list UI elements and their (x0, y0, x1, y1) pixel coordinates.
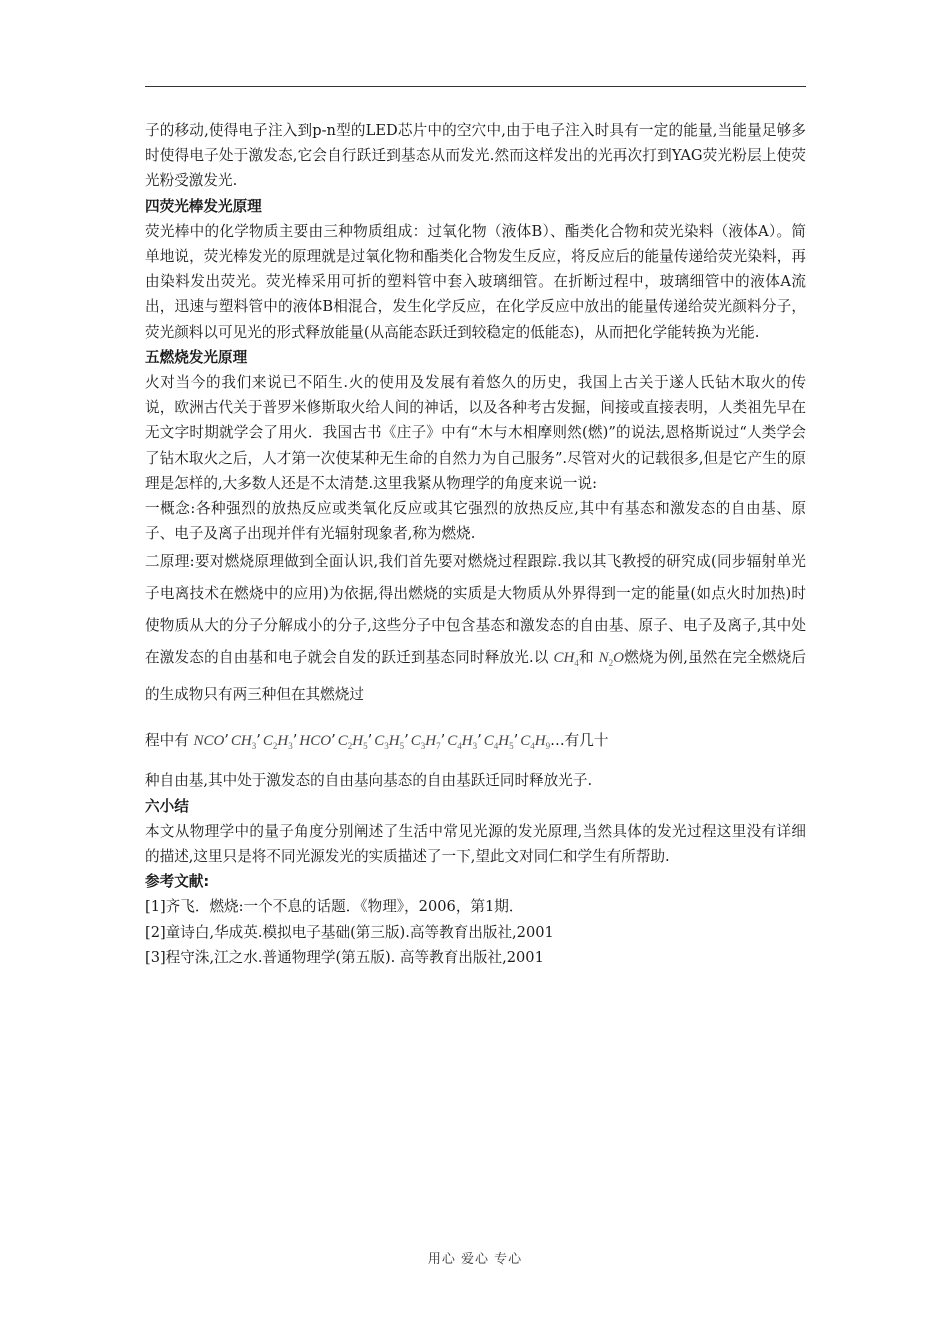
radicals-start: 程中有 (145, 732, 189, 750)
paragraph-radicals (145, 725, 806, 762)
paragraph-led: 子的移动,使得电子注入到p-n型的LED芯片中的空穴中,由于电子注入时具有一定的能量,当能量足够多时使得电子处于激发态,它会自行跃迁到基态从而发光.然而这样发出的光再次打到YAG荧光粉层上使荧光粉受激发光. (145, 122, 806, 190)
paragraph-principle (145, 546, 806, 711)
paragraph-summary: 本文从物理学中的量子角度分别阐述了生活中常见光源的发光原理,当然具体的发光过程这里没有详细的描述,这里只是将不同光源发光的实质描述了一下,望此文对同仁和学生有所帮助. (145, 822, 806, 866)
header-rule (145, 86, 806, 87)
paragraph-glowstick: 荧光棒中的化学物质主要由三种物质组成：过氧化物（液体B）、酯类化合物和荧光染料（液体A）。简单地说，荧光棒发光的原理就是过氧化物和酯类化合物发生反应，将反应后的能量传递给荧光染料，再由染料发出荧光。荧光棒采用可折的塑料管中套入玻璃细管。在折断过程中，玻璃细管中的液体A流出，迅速与塑料管中的液体B相混合，发生化学反应，在化学反应中放出的能量传递给荧光颜料分子，荧光颜料以可见光的形式释放能量(从高能态跃迁到较稳定的低能态)，从而把化学能转换为光能. (145, 222, 806, 341)
radical-formula: $CH_3$ (230, 733, 257, 752)
paragraph-fire-history: 火对当今的我们来说已不陌生.火的使用及发展有着悠久的历史，我国上古关于遂人氏钻木取火的传说，欧洲古代关于普罗米修斯取火给人间的神话，以及各种考古发掘，间接或直接表明，人类祖先早在无文字时期就学会了用火．我国古书《庄子》中有“木与木相摩则然(燃)”的说法,恩格斯说过“人类学会了钻木取火之后，人才第一次使某种无生命的自然力为自己服务”.尽管对火的记载很多,但是它产生的原理是怎样的,大多数人还是不太清楚.这里我紧从物理学的角度来说一说: (145, 374, 806, 492)
radical-formula: $C_4H_5$ (483, 733, 514, 752)
formula-separator: ’ (224, 732, 229, 750)
radical-formula: HCO (299, 733, 332, 750)
reference-2: [2]童诗白,华成英.模拟电子基础(第三版).高等教育出版社,2001 (145, 923, 554, 941)
formula-separator: ’ (292, 732, 298, 750)
radical-formula-list (193, 732, 551, 752)
paragraph-radicals-end: 种自由基,其中处于激发态的自由基向基态的自由基跃迁同时释放光子. (145, 772, 593, 790)
heading-glowstick: 四荧光棒发光原理 (145, 197, 262, 215)
radical-formula: NCO (193, 733, 225, 750)
radical-formula: $C_3H_5$ (374, 733, 405, 752)
reference-3: [3]程守洙,江之水.普通物理学(第五版). 高等教育出版社,2001 (145, 948, 544, 966)
formula-separator: ’ (331, 732, 336, 750)
radical-formula: $C_4H_3$ (447, 733, 478, 752)
page-footer: 用心 爱心 专心 (427, 1252, 523, 1267)
formula-separator: ’ (513, 732, 519, 750)
formula-separator: ’ (404, 732, 409, 750)
radical-formula: $C_3H_7$ (410, 733, 441, 752)
radical-formula: $C_4H_9$ (520, 733, 551, 752)
document-body (145, 118, 806, 970)
formula-ch4: $CH_4$ (553, 650, 579, 669)
heading-references: 参考文献: (145, 873, 210, 891)
principle-end: 燃烧为例,虽然在完全燃烧后的生成物只有两三种但在其燃烧过 (145, 649, 807, 704)
heading-combustion: 五燃烧发光原理 (145, 348, 248, 366)
formula-separator: ’ (256, 732, 261, 750)
heading-summary: 六小结 (145, 797, 189, 815)
formula-separator: ’ (367, 732, 373, 750)
paragraph-concept: 一概念:各种强烈的放热反应或类氧化反应或其它强烈的放热反应,其中有基态和激发态的自由基、原子、电子及离子出现并伴有光辐射现象者,称为燃烧. (145, 500, 806, 543)
radical-formula: $C_2H_3$ (262, 733, 293, 752)
principle-text: 二原理:要对燃烧原理做到全面认识,我们首先要对燃烧过程跟踪.我以其飞教授的研究成(同步辐射单光子电离技术在燃烧中的应用)为依据,得出燃烧的实质是大物质从外界得到一定的能量(如点火时加热)时使物质从大的分子分解成小的分子,这些分子中包含基态和激发态的自由基、原子、电子及离子,其中处在激发态的自由基和电子就会自发的跃迁到基态同时释放光.以 (145, 553, 806, 667)
principle-and: 和 (578, 649, 594, 667)
formula-n2o: $N_2O$ (598, 650, 624, 669)
reference-1: [1]齐飞．燃烧:一个不息的话题．《物理》，2006，第1期． (145, 898, 524, 916)
radical-formula: $C_2H_5$ (337, 733, 368, 752)
radicals-end: …有几十 (550, 732, 609, 750)
formula-separator: ’ (440, 732, 446, 750)
formula-separator: ’ (477, 732, 482, 750)
